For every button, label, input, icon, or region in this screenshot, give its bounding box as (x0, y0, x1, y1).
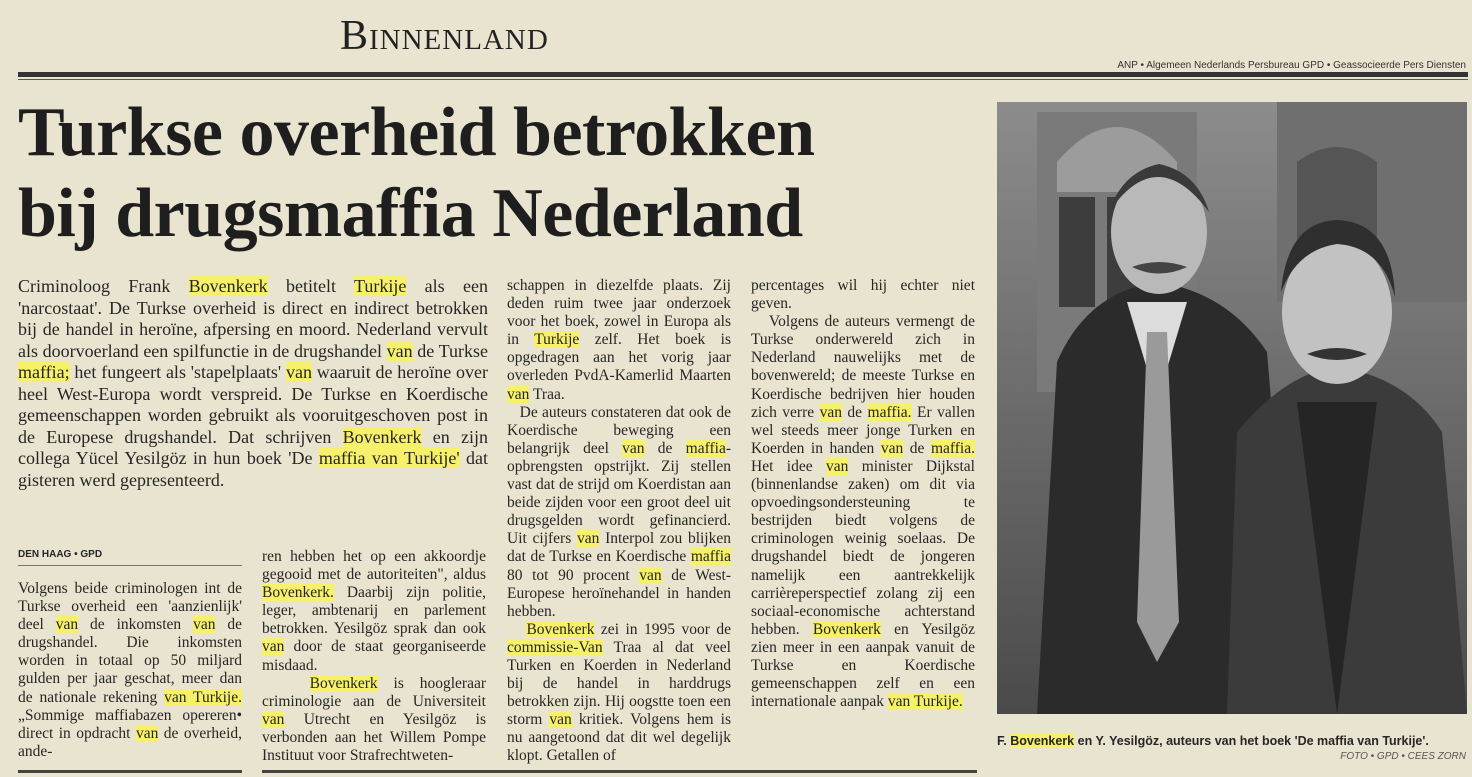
text-run: kritiek. Volgens hem is nu aangetoond dat dit wel degelijk klopt. Getallen of (507, 711, 731, 765)
highlighted-term: maffia (690, 548, 731, 566)
text-run: minister Dijkstal (binnenlandse zaken) om dit via opvoedingsondersteuning te bestrijden biedt volgens de criminologen weinig soelaas. De drugshandel biedt de jongeren namelijk een aantrekkelijk carrièreperspectief zolang zij een sociaal-economische achterstand hebben. (751, 457, 975, 638)
highlighted-term: van (507, 385, 530, 403)
photo-illustration (997, 102, 1467, 714)
text-run: de (903, 439, 931, 457)
highlighted-term: commissie-Van (507, 638, 603, 656)
article-column-3 (507, 277, 731, 766)
text-run: De auteurs constateren dat ook de Koerdische beweging een belangrijk deel (507, 403, 731, 457)
text-run: en Yesilgöz zien meer in een aanpak vanuit de Turkse en Koerdische gemeenschappen zelf en een internationale aanpak (751, 620, 975, 711)
article-column-4 (751, 277, 975, 711)
highlighted-term: Bovenkerk (309, 674, 378, 692)
text-run: percentages wil hij echter niet geven. (751, 277, 975, 313)
bottom-rule-right (262, 770, 977, 773)
highlighted-term: van (576, 530, 600, 548)
highlighted-term: van (825, 457, 849, 475)
text-run: dat gisteren werd gepresenteerd. (18, 448, 488, 490)
text-run: zei in 1995 voor de (594, 620, 731, 638)
highlighted-term: van (386, 340, 413, 361)
highlighted-term: van (549, 711, 572, 729)
bleed-through-text (1200, 18, 1470, 58)
authors-photo (997, 102, 1467, 714)
highlighted-term: maffia. (867, 403, 912, 421)
text-run: en zijn collega Yücel Yesilgöz in hun boek 'De (18, 426, 488, 468)
text-run: is hoogleraar criminologie aan de Universiteit (262, 674, 486, 710)
text-run: de drugshandel. Die inkomsten worden in totaal op 50 miljard gulden per jaar geschat, meer dan de nationale rekening (18, 616, 242, 706)
highlighted-term: Turkije (534, 331, 580, 349)
headline-line-2: bij drugsmaffia Nederland (18, 175, 803, 252)
highlighted-term: Bovenkerk (188, 276, 268, 296)
headline-line-1: Turkse overheid betrokken (18, 94, 815, 171)
text-run: Daarbij zijn politie, leger, ambtenarij en parlement betrokken. Yesilgöz sprak dan ook (262, 584, 486, 638)
highlighted-term: Bovenkerk (1010, 734, 1075, 748)
highlighted-term: Bovenkerk (526, 620, 595, 638)
highlighted-term: van (285, 362, 312, 382)
text-run: Volgens de auteurs vermengt de Turkse onderwereld zich in Nederland nauwelijks met de bovenwereld; de meeste Turkse en Koerdische bedrijven hier houden zich verre (751, 313, 975, 421)
text-run: Criminoloog Frank (18, 276, 189, 296)
paragraph-indent (751, 313, 769, 330)
text-run: de overheid, ande- (18, 724, 242, 760)
text-run: Het idee (751, 457, 826, 475)
highlighted-term: Bovenkerk (342, 426, 422, 447)
text-run: het fungeert als 'stapelplaats' (69, 362, 286, 382)
text-run: waaruit de heroïne over heel West-Europa wordt verspreid. De Turkse en Koerdische gemeenschappen worden gebruikt als vooruitgeschoven post in de Europese drugshandel. Dat schrijven (18, 362, 488, 447)
highlighted-term: van (135, 724, 159, 742)
highlighted-term: Bovenkerk (812, 620, 881, 638)
highlighted-term: Turkije (353, 276, 407, 296)
highlighted-term: van (55, 616, 79, 634)
highlighted-term: maffia van Turkije' (318, 448, 460, 468)
text-run: Interpol zou blijken dat de Turkse en Koerdische (507, 530, 731, 566)
text-run: schappen in diezelfde plaats. Zij deden ruim twee jaar onderzoek voor het boek, zowel in Europa als in (507, 277, 731, 349)
text-run: Utrecht en Yesilgöz is verbonden aan het Willem Pompe Instituut voor Strafrechtweten- (262, 710, 486, 765)
text-run: Volgens beide criminologen int de Turkse overheid een 'aanzienlijk' deel (18, 580, 242, 634)
article-column-1 (18, 580, 242, 761)
highlighted-term: Bovenkerk. (262, 584, 334, 602)
text-run: zelf. Het boek is opgedragen aan het vorig jaar overleden PvdA-Kamerlid Maarten (507, 331, 731, 385)
paragraph-indent (507, 621, 526, 638)
text-run: de Turkse (412, 340, 488, 361)
highlighted-term: maffia (685, 439, 726, 457)
highlighted-term: van (622, 439, 645, 457)
text-run: „Sommige maffiabazen opereren• direct in opdracht (18, 706, 242, 742)
article-intro (18, 276, 488, 491)
section-title: Binnenland (340, 13, 549, 59)
text-run: F. (997, 734, 1011, 748)
text-run: en Y. Yesilgöz, auteurs van het boek 'De maffia van Turkije'. (1074, 734, 1429, 748)
text-run: -opbrengsten opstrijkt. Zij stellen vast dat de strijd om Koerdistan aan beide zijden voor een groot deel uit drugsgelden wordt gefinancierd. Uit cijfers (507, 439, 731, 548)
highlighted-term: maffia. (930, 439, 975, 457)
highlighted-term: van (819, 403, 842, 421)
text-run: als een 'narcostaat'. De Turkse overheid is direct en indirect betrokken bij de handel in heroïne, afpersing en moord. Nederland vervult als doorvoerland een spilfunctie in de drugshandel (18, 276, 488, 361)
text-run: betitelt (267, 276, 354, 296)
headline (18, 92, 988, 254)
highlighted-term: van (639, 566, 662, 584)
highlighted-term: van (880, 439, 904, 457)
highlighted-term: van Turkije. (887, 693, 963, 711)
photo-caption (997, 733, 1467, 749)
photo-credit: FOTO • GPD • CEES ZORN (1340, 751, 1466, 762)
text-run: de West-Europese heroïnehandel in handen hebben. (507, 566, 732, 620)
text-run: Er vallen wel steeds meer jonge Turken en Koerden in handen (751, 403, 975, 457)
paragraph-indent (262, 675, 310, 692)
dateline: DEN HAAG • GPD (18, 549, 242, 566)
agency-legend: ANP • Algemeen Nederlands Persbureau GPD • Geassocieerde Pers Diensten (1117, 60, 1466, 71)
highlighted-term: maffia; (18, 362, 70, 382)
bottom-rule-left (18, 770, 242, 773)
text-run: ren hebben het op een akkoordje gegooid met de autoriteiten", aldus (262, 548, 486, 584)
text-run: Traa al dat veel Turken en Koerden in Nederland bij de handel in harddrugs betrokken zijn. Hij oogstte toen een storm (507, 638, 731, 729)
text-run: de (644, 439, 686, 457)
text-run: Traa. (529, 385, 565, 403)
highlighted-term: van Turkije. (164, 688, 242, 706)
highlighted-term: van (262, 710, 285, 728)
text-run: de (841, 403, 868, 421)
top-rule-thin (18, 79, 1468, 80)
highlighted-term: van (193, 616, 216, 634)
top-rule (18, 72, 1468, 77)
text-run: de inkomsten (78, 616, 194, 634)
paragraph-indent (507, 404, 520, 421)
highlighted-term: van (262, 638, 285, 656)
text-run: door de staat georganiseerde misdaad. (262, 638, 486, 674)
article-column-2 (262, 548, 486, 765)
text-run: 80 tot 90 procent (507, 566, 640, 584)
